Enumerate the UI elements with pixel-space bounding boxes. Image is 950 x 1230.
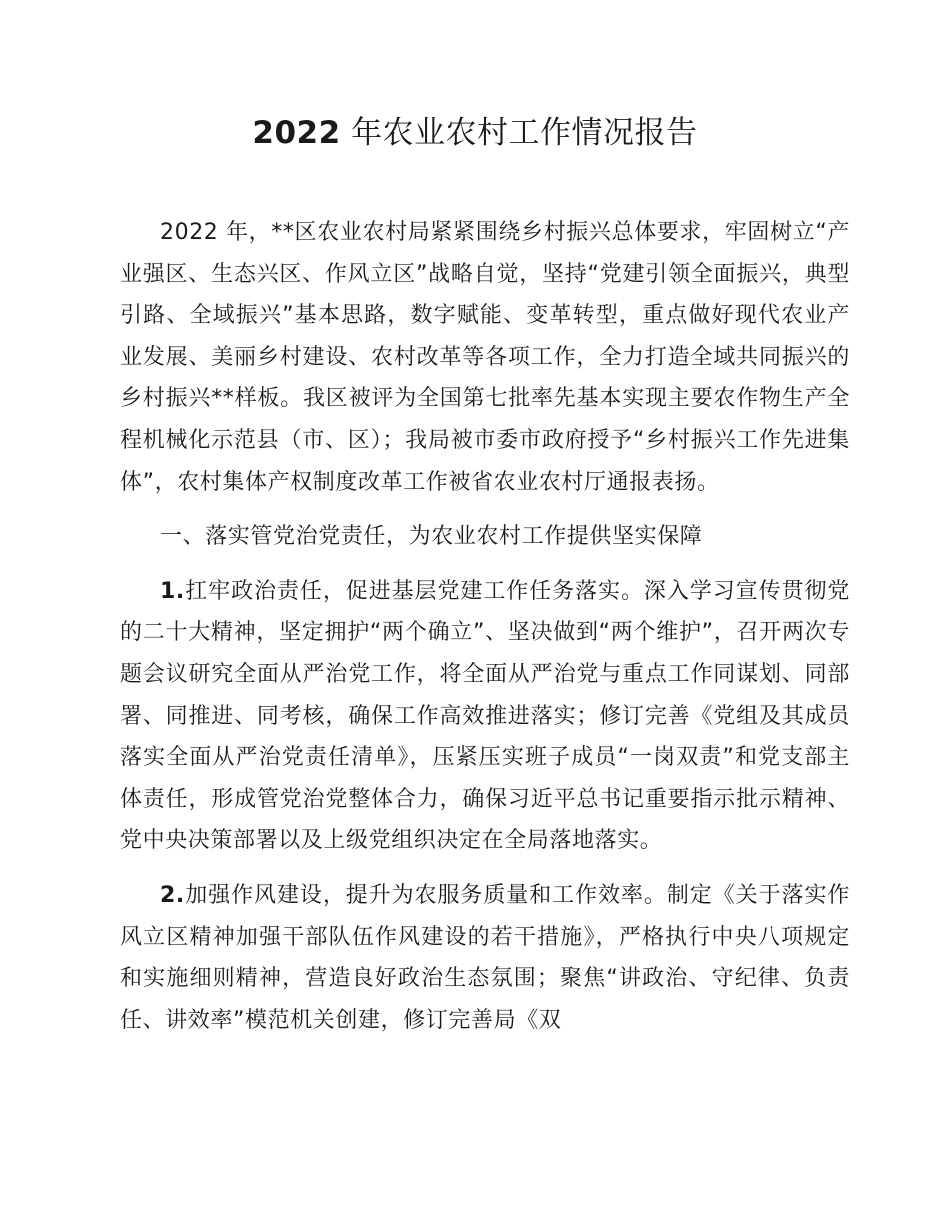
item-number: 2. bbox=[160, 882, 185, 908]
intro-paragraph bbox=[120, 212, 850, 503]
paragraph-text: 扛牢政治责任，促进基层党建工作任务落实。深入学习宣传贯彻党的二十大精神，坚定拥护“两个确立”、坚决做到“两个维护”，召开两次专题会议研究全面从严治党工作，将全面从严治党与重点工作同谋划、同部署、同推进、同考核，确保工作高效推进落实；修订完善《党组及其成员落实全面从严治党责任清单》，压紧压实班子成员“一岗双责”和党支部主体责任，形成管党治党整体合力，确保习近平总书记重要指示批示精神、党中央决策部署以及上级党组织决定在全局落地落实。 bbox=[120, 578, 850, 854]
paragraph-text: 2022 年，**区农业农村局紧紧围绕乡村振兴总体要求，牢固树立“产业强区、生态兴区、作风立区”战略自觉，坚持“党建引领全面振兴，典型引路、全域振兴”基本思路，数字赋能、变革转型，重点做好现代农业产业发展、美丽乡村建设、农村改革等各项工作，全力打造全域共同振兴的乡村振兴**样板。我区被评为全国第七批率先基本实现主要农作物生产全程机械化示范县（市、区）；我局被市委市政府授予“乡村振兴工作先进集体”，农村集体产权制度改革工作被省农业农村厅通报表扬。 bbox=[120, 220, 850, 495]
item-paragraph-2 bbox=[120, 875, 850, 1041]
document-body bbox=[120, 212, 850, 1041]
section-heading-1 bbox=[120, 516, 850, 558]
document-title bbox=[0, 108, 950, 158]
paragraph-text: 加强作风建设，提升为农服务质量和工作效率。制定《关于落实作风立区精神加强干部队伍作风建设的若干措施》，严格执行中央八项规定和实施细则精神，营造良好政治生态氛围；聚焦“讲政治、守纪律、负责任、讲效率”模范机关创建，修订完善局《双 bbox=[120, 882, 850, 1033]
section-heading-text: 一、落实管党治党责任，为农业农村工作提供坚实保障 bbox=[160, 524, 703, 550]
title-text: 年农业农村工作情况报告 bbox=[351, 115, 698, 151]
title-year: 2022 bbox=[252, 115, 341, 151]
item-paragraph-1 bbox=[120, 571, 850, 862]
item-number: 1. bbox=[160, 578, 185, 604]
